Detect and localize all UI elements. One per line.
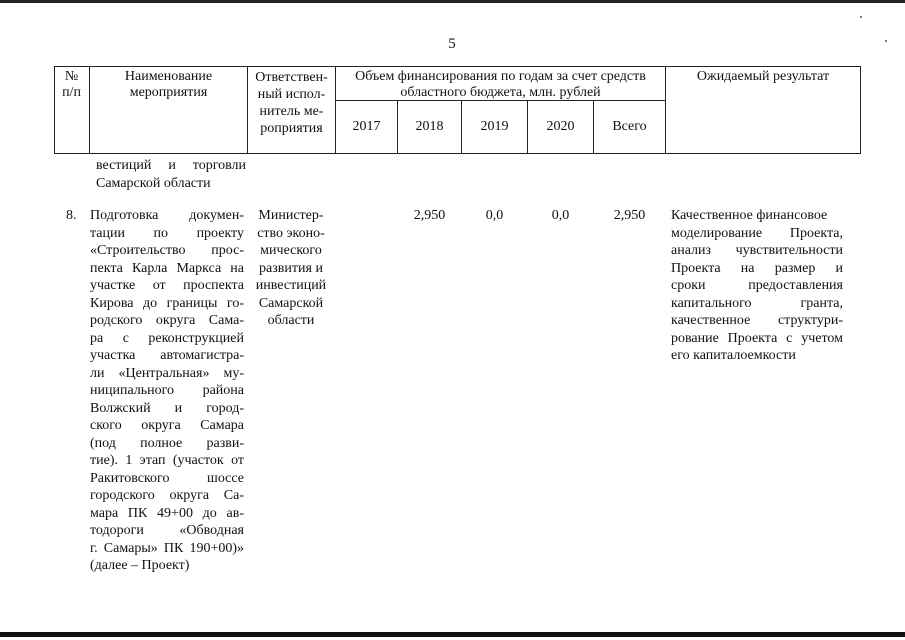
value-2018: 2,950 <box>413 208 446 223</box>
row-number: 8. <box>66 208 77 223</box>
row-name-cell: Подготовка докумен- тации по проекту «Строительство прос- пекта Карла Маркса на участке от проспекта Кирова до границы го- родского округа Сама- ра с реконструкцией участка автомагистра- ли «Центральная» му- ниципального района Волжский и город- ского округа Самара (под полное разви- тие). 1 этап (участок от Ракитовского шоссе городского округа Са- мара ПК 49+00 до ав- тодороги «Обводная г. Самары» ПК 190+00)» (далее – Проект) <box>90 208 244 573</box>
header-year-2020: 2020 <box>546 119 575 134</box>
header-year-2019: 2019 <box>480 119 509 134</box>
header-name-column: Наименование мероприятия <box>124 69 213 100</box>
bottom-border <box>0 632 905 637</box>
value-2020: 0,0 <box>551 208 570 223</box>
header-responsible-column: Ответствен- ный испол- нитель ме- роприятия <box>255 70 328 136</box>
value-total: 2,950 <box>613 208 646 223</box>
scan-speck <box>885 40 887 42</box>
header-year-2017: 2017 <box>352 119 381 134</box>
header-total: Всего <box>612 119 647 134</box>
header-year-2018: 2018 <box>415 119 444 134</box>
row-result-cell: Качественное финансовое моделирование Проекта, анализ чувствительности Проекта на размер и сроки предоставления капитального гранта, качественное структури- рование Проекта с учетом его капиталоемкости <box>671 208 843 363</box>
page-number: 5 <box>448 36 456 52</box>
row-responsible-cell: Министер- ство эконо- мического развития и инвестиций Самарской области <box>255 208 327 328</box>
table-header <box>54 66 861 154</box>
top-border <box>0 0 905 3</box>
header-result-column: Ожидаемый результат <box>696 69 830 84</box>
continuation-text: вестиций и торговли Самарской области <box>96 158 246 191</box>
header-volume-column: Объем финансирования по годам за счет средств областного бюджета, млн. рублей <box>355 69 646 100</box>
value-2019: 0,0 <box>485 208 504 223</box>
scan-speck <box>860 16 862 18</box>
header-number-column: № п/п <box>62 69 81 100</box>
